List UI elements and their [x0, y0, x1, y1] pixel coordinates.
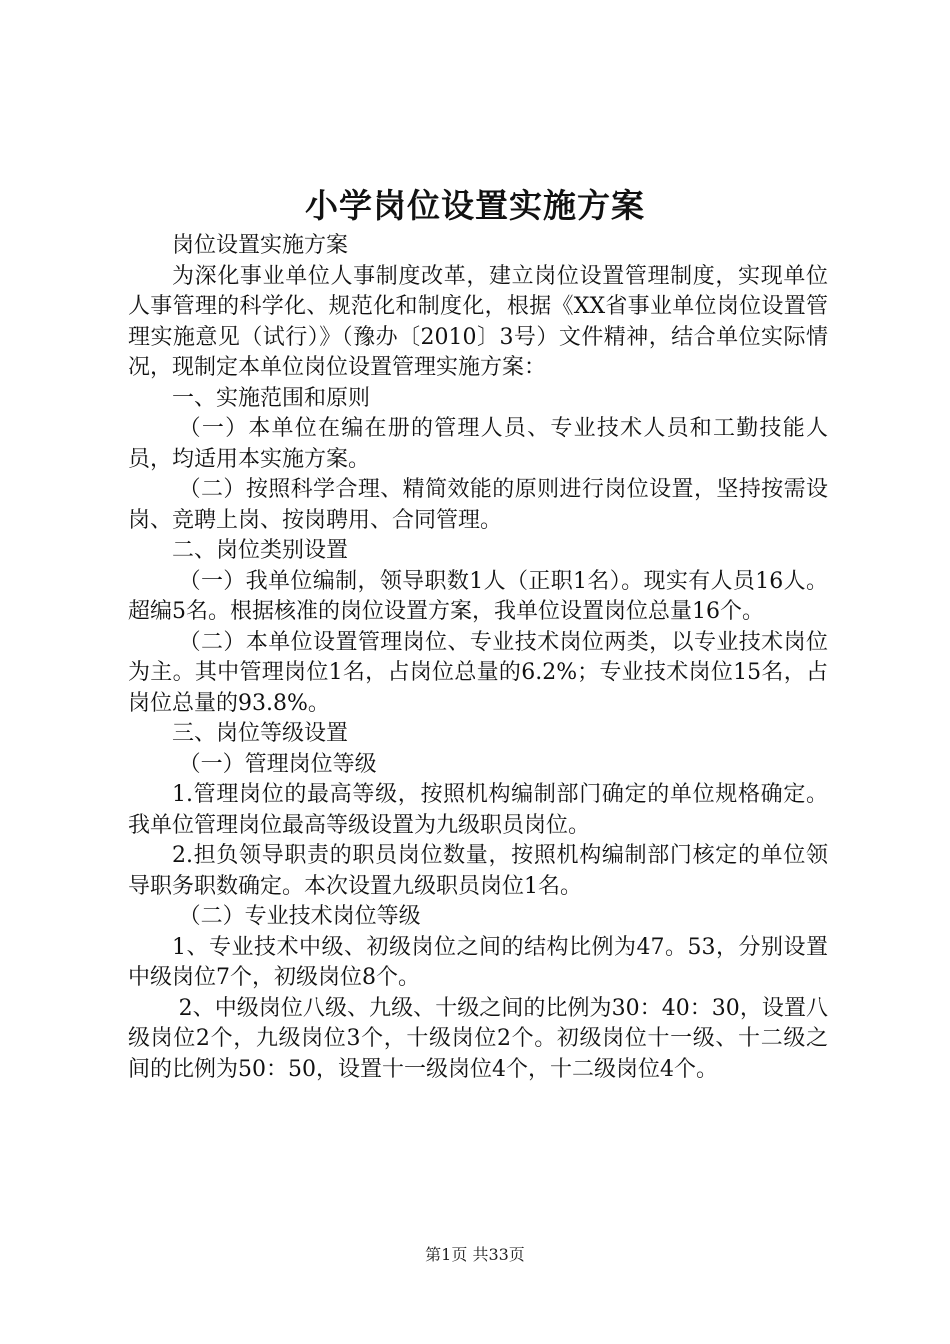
document-body [128, 231, 828, 1085]
paragraph-3-1-2: 2.担负领导职责的职员岗位数量，按照机构编制部门核定的单位领导职务职数确定。本次设置九级职员岗位1名。 [128, 843, 828, 899]
paragraph-1-2: （二）按照科学合理、精简效能的原则进行岗位设置，坚持按需设岗、竞聘上岗、按岗聘用、合同管理。 [128, 477, 828, 533]
subsection-heading-3-1: （一）管理岗位等级 [178, 751, 377, 777]
paragraph-3-2-1: 1、专业技术中级、初级岗位之间的结构比例为47。53，分别设置中级岗位7个，初级岗位8个。 [128, 934, 828, 990]
paragraph-subtitle: 岗位设置实施方案 [172, 233, 349, 258]
paragraph-2-1: （一）我单位编制，领导职数1人（正职1名）。现实有人员16人。超编5名。根据核准的岗位设置方案，我单位设置岗位总量16个。 [128, 568, 828, 624]
paragraph-2-2: （二）本单位设置管理岗位、专业技术岗位两类，以专业技术岗位为主。其中管理岗位1名，占岗位总量的6.2%；专业技术岗位15名，占岗位总量的93.8%。 [128, 629, 828, 716]
page-footer: 第1页 共33页 [425, 1245, 525, 1264]
paragraph-3-2-2: 2、中级岗位八级、九级、十级之间的比例为30：40：30，设置八级岗位2个，九级岗位3个，十级岗位2个。初级岗位十一级、十二级之间的比例为50：50，设置十一级岗位4个，十二级岗位4个。 [128, 995, 828, 1082]
paragraph-1-1: （一）本单位在编在册的管理人员、专业技术人员和工勤技能人员，均适用本实施方案。 [128, 416, 828, 472]
paragraph-3-1-1: 1.管理岗位的最高等级，按照机构编制部门确定的单位规格确定。我单位管理岗位最高等级设置为九级职员岗位。 [128, 782, 828, 838]
paragraph-intro: 为深化事业单位人事制度改革，建立岗位设置管理制度，实现单位人事管理的科学化、规范化和制度化，根据《XX省事业单位岗位设置管理实施意见（试行）》（豫办〔2010〕3号）文件精神，结合单位实际情况，现制定本单位岗位设置管理实施方案： [128, 263, 828, 380]
section-heading-1: 一、实施范围和原则 [172, 385, 371, 411]
section-heading-3: 三、岗位等级设置 [172, 721, 349, 746]
section-heading-2: 二、岗位类别设置 [172, 538, 349, 563]
subsection-heading-3-2: （二）专业技术岗位等级 [178, 904, 421, 929]
document-title: 小学岗位设置实施方案 [305, 186, 645, 225]
